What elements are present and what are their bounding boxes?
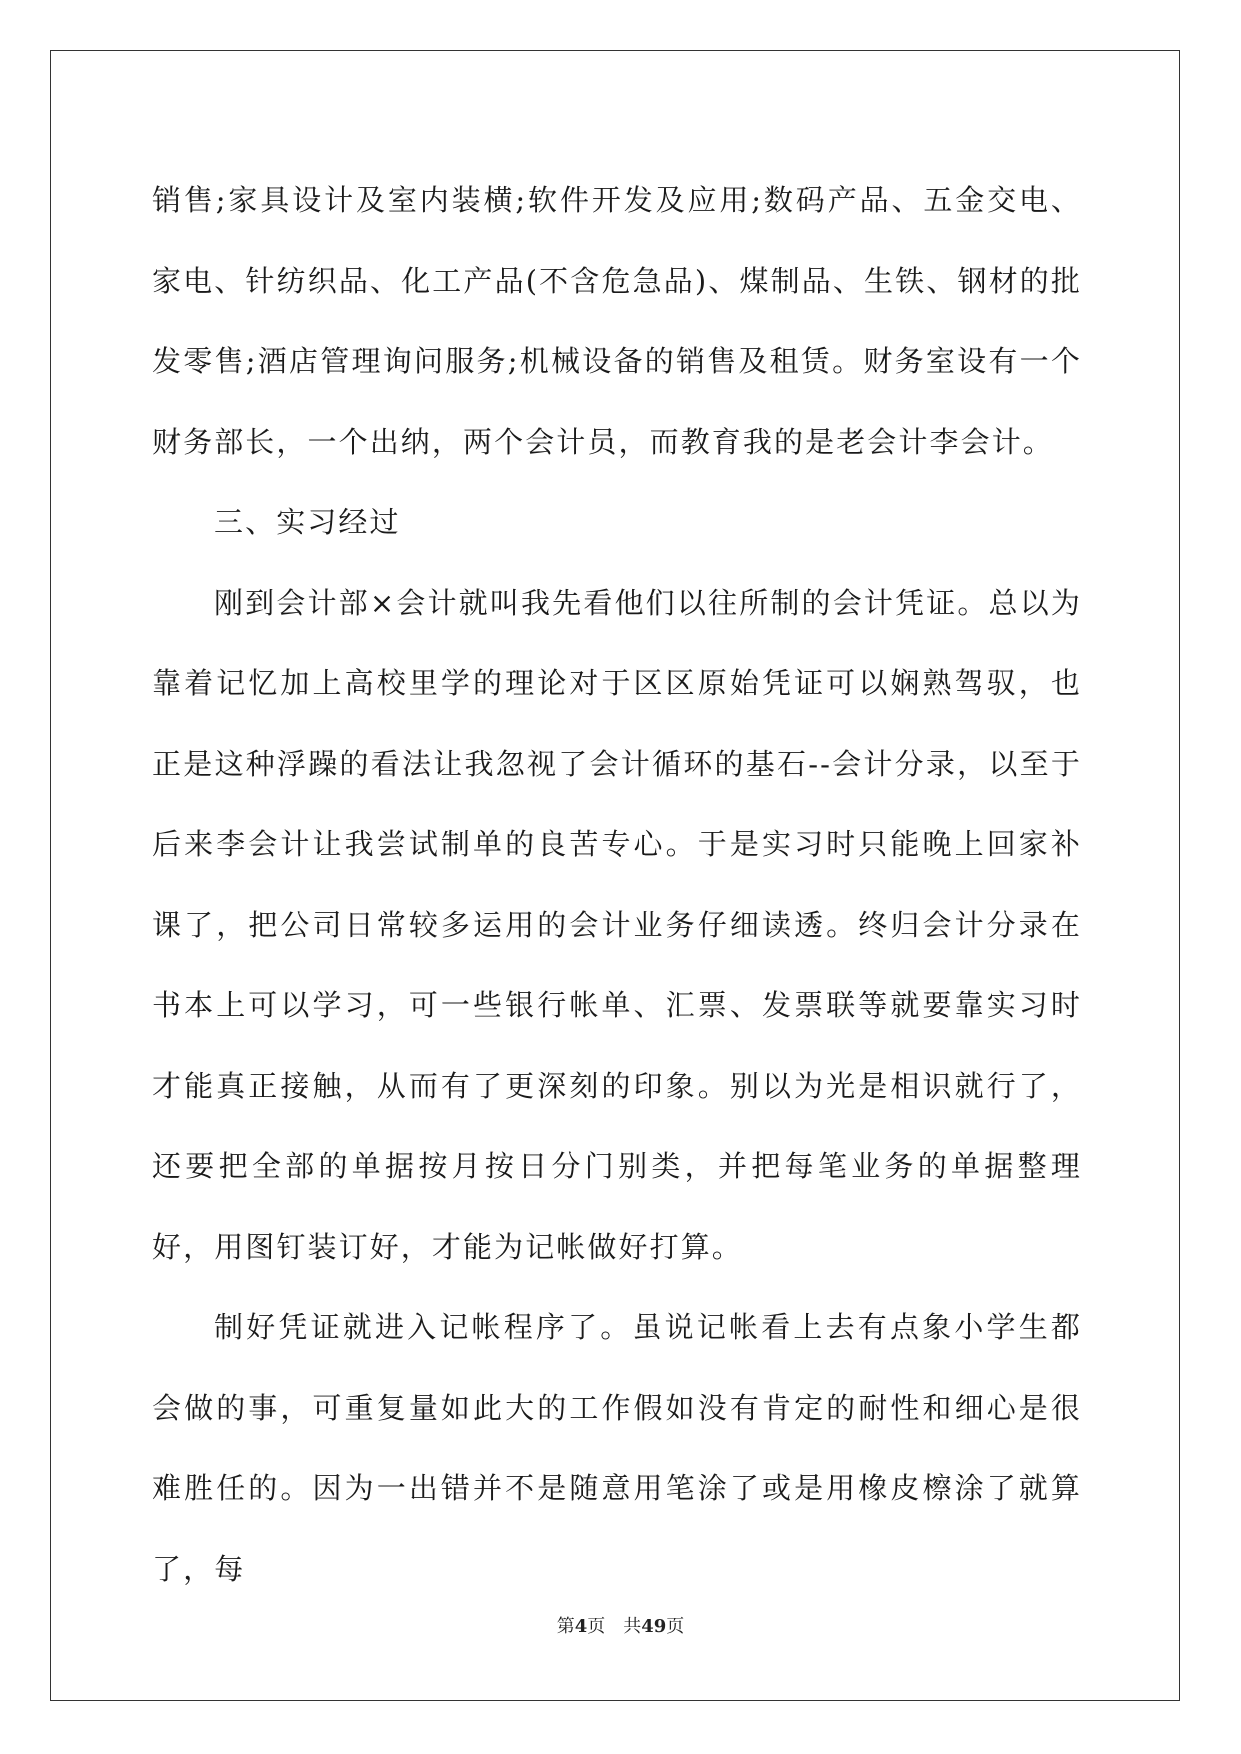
- page-prefix: 第: [556, 1616, 575, 1637]
- total-prefix: 共: [623, 1616, 642, 1637]
- page-footer: [0, 1612, 1241, 1638]
- total-pages: 49: [641, 1616, 667, 1637]
- paragraph-1: 销售;家具设计及室内装横;软件开发及应用;数码产品、五金交电、家电、针纺织品、化工产品(不含危急品)、煤制品、生铁、钢材的批发零售;酒店管理询问服务;机械设备的销售及租赁。财务室设有一个财务部长，一个出纳，两个会计员，而教育我的是老会计李会计。: [152, 183, 1082, 459]
- page-suffix: 页: [587, 1616, 606, 1637]
- document-body: [152, 160, 1082, 1609]
- page-number: 4: [574, 1616, 588, 1637]
- paragraph-3: 制好凭证就进入记帐程序了。虽说记帐看上去有点象小学生都会做的事，可重复量如此大的工作假如没有肯定的耐性和细心是很难胜任的。因为一出错并不是随意用笔涂了或是用橡皮檫涂了就算了，每: [152, 1310, 1082, 1586]
- total-suffix: 页: [666, 1616, 685, 1637]
- paragraph-2: 刚到会计部×会计就叫我先看他们以往所制的会计凭证。总以为靠着记忆加上高校里学的理论对于区区原始凭证可以娴熟驾驭，也正是这种浮躁的看法让我忽视了会计循环的基石--会计分录，以至于后来李会计让我尝试制单的良苦专心。于是实习时只能晚上回家补课了，把公司日常较多运用的会计业务仔细读透。终归会计分录在书本上可以学习，可一些银行帐单、汇票、发票联等就要靠实习时才能真正接触，从而有了更深刻的印象。别以为光是相识就行了，还要把全部的单据按月按日分门别类，并把每笔业务的单据整理好，用图钉装订好，才能为记帐做好打算。: [152, 585, 1082, 1264]
- section-heading: 三、实习经过: [214, 505, 401, 539]
